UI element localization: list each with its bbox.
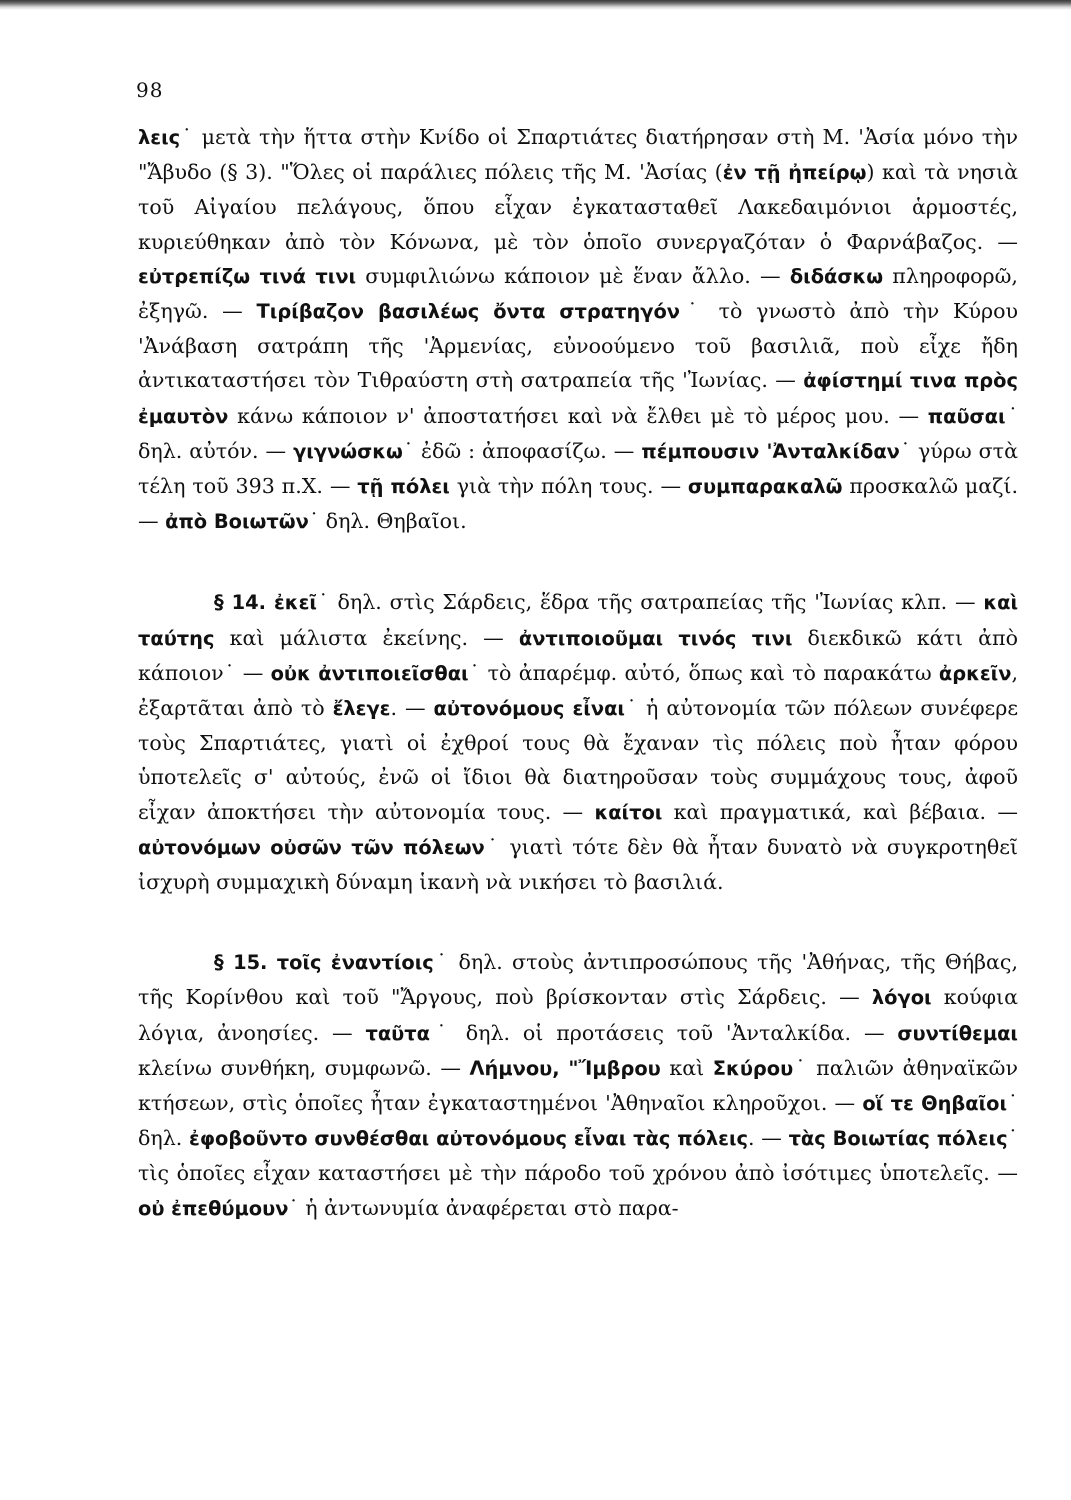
paragraph-commentary-13 [138,120,1018,539]
commentary-text-segment: προσκαλῶ μαζί. — [138,474,1018,534]
commentary-text-segment: ˙ δηλ. [138,1091,1018,1151]
paragraph-section-15 [138,945,1018,1226]
headword: ἀρκεῖν [938,661,1012,685]
headword: Σκύρου [712,1056,794,1080]
commentary-text-segment: ˙ γύρω στὰ τέλη τοῦ 393 π.Χ. — [138,438,1018,499]
headword: Τιρίβαζον βασιλέως ὄντα στρατηγόν [256,300,681,324]
commentary-text-segment: ˙ ἐδῶ : ἀποφασίζω. — [402,438,642,463]
headword: λόγοι [871,986,932,1010]
headword: καίτοι [594,800,663,824]
commentary-text-segment: , ἐξαρτᾶται ἀπὸ τὸ [138,660,1018,721]
headword: αὐτονόμων οὐσῶν τῶν πόλεων [138,835,485,859]
headword: ἐν τῇ ἠπείρῳ [722,161,867,185]
headword: οἵ τε Θηβαῖοι [862,1092,1008,1116]
headword: καὶ ταύτης [138,591,1018,650]
commentary-text-segment: ˙ τὸ ἀπαρέμφ. αὐτό, ὅπως καὶ τὸ παρακάτω [468,660,939,685]
commentary-text-segment: ) καὶ τὰ νησιὰ τοῦ Αἰγαίου πελάγους, ὅπου εἶχαν ἐγκατασταθεῖ Λακεδαιμόνιοι ἁρμοστές, κυριεύθηκαν ἀπὸ τὸν Κόνωνα, μὲ τὸν ὁποῖο συνεργαζόταν ὁ Φαρνάβαζος. — [138,160,1018,254]
commentary-text-segment: ˙ τὶς ὁποῖες εἶχαν καταστήσει μὲ τὴν πάροδο τοῦ χρόνου ἀπὸ ἰσότιμες ὑποτελεῖς. — [138,1126,1019,1186]
headword: ἔλεγε [332,697,391,721]
commentary-text-segment: ˙ δηλ. οἱ προτάσεις τοῦ 'Ἀνταλκίδα. — [429,1020,898,1045]
commentary-text-segment: . — [390,696,434,721]
commentary-text [138,120,1018,1226]
commentary-text-segment: πληροφορῶ, ἐξηγῶ. — [138,263,1018,324]
commentary-text-segment: ˙ γιατὶ τότε δὲν θὰ ἦταν δυνατὸ νὰ συγκροτηθεῖ ἰσχυρὴ συμμαχικὴ δύναμη ἱκανὴ νὰ νικήσει τὸ βασιλιά. [138,834,1019,895]
commentary-text-segment: συμφιλιώνω κάποιον μὲ ἕναν ἄλλο. — [356,263,790,288]
headword: Λήμνου, "Ἴμβρου [469,1056,661,1080]
commentary-text-segment: ˙ τὸ γνωστὸ ἀπὸ τὴν Κύρου 'Ἀνάβαση σατράπη τῆς 'Ἀρμενίας, εὐνοούμενο τοῦ βασιλιᾶ, ποὺ εἶχε ἤδη ἀντικαταστήσει τὸν Τιθραύστη στὴ σατραπεία τῆς 'Ἰωνίας. — [138,299,1018,393]
commentary-text-segment: ˙ παλιῶν ἀθηναϊκῶν κτήσεων, στὶς ὁποῖες ἦταν ἐγκαταστημένοι 'Ἀθηναῖοι κληροῦχοι. — [138,1055,1018,1116]
headword: οὐκ ἀντιποιεῖσθαι [270,661,469,685]
commentary-text-segment: . — [748,1126,789,1151]
headword: αὐτονόμους εἶναι [433,697,625,721]
commentary-text-segment: κλείνω συνθήκη, συμφωνῶ. — [138,1055,470,1080]
headword: τὰς Βοιωτίας πόλεις [788,1127,1008,1151]
commentary-text-segment: γιὰ τὴν πόλη τους. — [449,474,688,499]
headword: συντίθεμαι [897,1021,1018,1045]
commentary-text-segment: ˙ δηλ. στοὺς ἀντιπροσώπους τῆς 'Ἀθήνας, τῆς Θήβας, τῆς Κορίνθου καὶ τοῦ "Ἄργους, ποὺ βρίσκονταν στὶς Σάρδεις. — [138,950,1018,1010]
commentary-text-segment: ˙ δηλ. Θηβαῖοι. [308,509,467,534]
commentary-text-segment: ˙ ἡ αὐτονομία τῶν πόλεων συνέφερε τοὺς Σπαρτιάτες, γιατὶ οἱ ἐχθροί τους θὰ ἔχαναν τὶς πόλεις ποὺ ἦταν φόρου ὑποτελεῖς σ' αὐτούς, ἐνῶ οἱ ἴδιοι θὰ διατηροῦσαν τοὺς συμμάχους τους, ἀφοῦ εἶχαν ἀποκτήσει τὴν αὐτονομία τους. — [138,696,1018,824]
headword: διδάσκω [789,264,884,288]
headword: γιγνώσκω [293,439,403,463]
headword: τῇ πόλει [357,475,450,499]
commentary-text-segment: διεκδικῶ κάτι ἀπὸ κάποιον˙ — [138,625,1018,685]
commentary-text-segment: ˙ μετὰ τὴν ἥττα στὴν Κνίδο οἱ Σπαρτιάτες διατήρησαν στὴ Μ. 'Ἀσία μόνο τὴν "Ἄβυδο (§ 3). "Ὅλες οἱ παράλιες πόλεις τῆς Μ. 'Ἀσίας ( [138,125,1018,185]
commentary-text-segment: καὶ [660,1055,713,1080]
commentary-text-segment: κάνω κάποιον ν' ἀποστατήσει καὶ νὰ ἔλθει μὲ τὸ μέρος μου. — [228,403,928,428]
commentary-text-segment: καὶ πραγματικά, καὶ βέβαια. — [662,799,1018,824]
headword: πέμπουσιν 'Ἀνταλκίδαν [641,439,900,463]
commentary-text-segment: ˙ δηλ. αὐτόν. — [138,403,1019,463]
paragraph-section-14 [138,585,1018,899]
headword: § 14. ἐκεῖ [214,591,317,615]
headword: ἐφοβοῦντο συνθέσθαι αὐτονόμους εἶναι τὰς πόλεις [189,1127,749,1151]
headword: εὐτρεπίζω τινά τινι [138,264,357,288]
commentary-text-segment: ˙ δηλ. στὶς Σάρδεις, ἕδρα τῆς σατραπείας τῆς 'Ἰωνίας κλπ. — [316,590,984,615]
commentary-text-segment: κούφια λόγια, ἀνοησίες. — [138,985,1018,1045]
commentary-text-segment: ˙ ἡ ἀντωνυμία ἀναφέρεται στὸ παρα- [288,1195,679,1220]
headword: ἀντιποιοῦμαι τινός τινι [518,626,793,650]
headword: ἀφίστημί τινα πρὸς ἐμαυτὸν [138,369,1018,428]
commentary-text-segment: καὶ μάλιστα ἐκείνης. — [214,625,519,650]
page-number: 98 [136,78,164,102]
headword: λεις [138,126,181,149]
headword: ταῦτα [365,1021,430,1045]
headword: συμπαρακαλῶ [687,475,843,499]
headword: § 15. τοῖς ἐναντίοις [214,951,434,975]
headword: οὐ ἐπεθύμουν [138,1196,289,1220]
headword: παῦσαι [927,404,1006,428]
scan-top-edge [0,0,1071,10]
headword: ἀπὸ Βοιωτῶν [165,510,309,534]
